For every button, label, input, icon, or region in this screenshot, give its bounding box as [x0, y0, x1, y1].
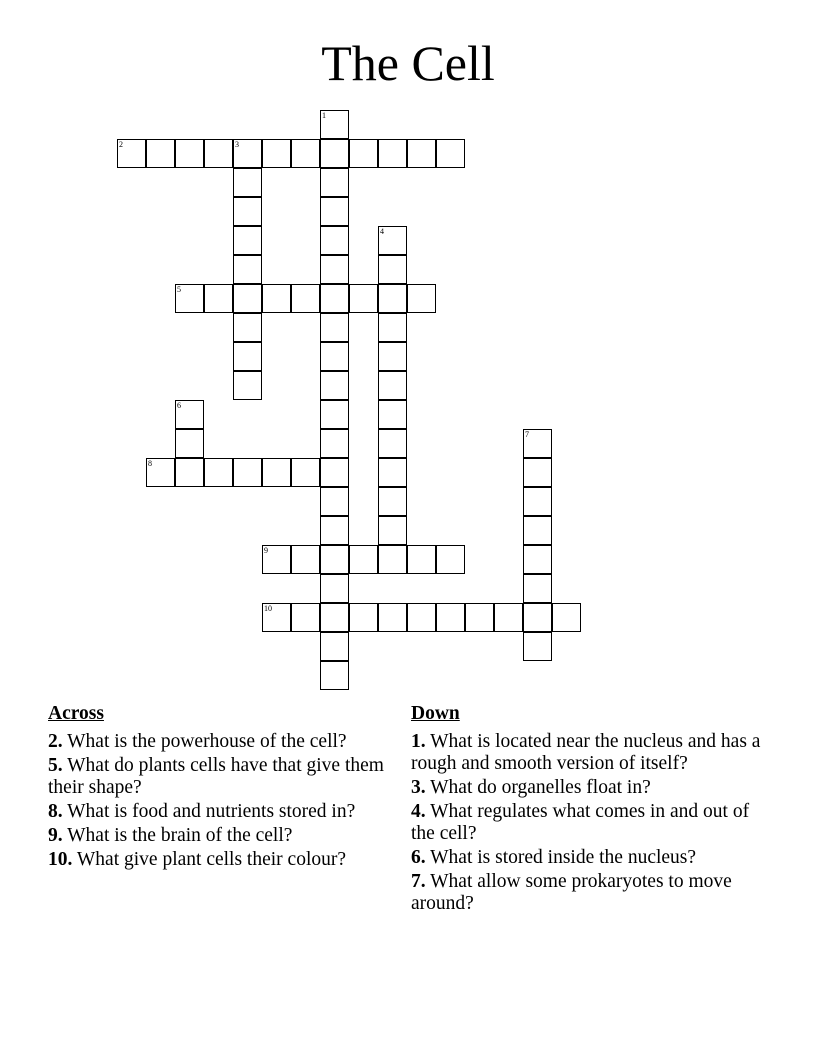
across-clue	[48, 801, 388, 823]
crossword-cell[interactable]	[233, 226, 262, 255]
crossword-cell[interactable]	[523, 545, 552, 574]
crossword-cell[interactable]	[523, 429, 552, 458]
clue-text: What is located near the nucleus and has a rough and smooth version of itself?	[411, 731, 761, 774]
crossword-cell[interactable]	[320, 632, 349, 661]
cell-number: 7	[525, 430, 529, 439]
crossword-cell[interactable]	[494, 603, 523, 632]
crossword-cell[interactable]	[378, 603, 407, 632]
across-heading: Across	[48, 703, 104, 724]
crossword-cell[interactable]	[262, 284, 291, 313]
crossword-cell[interactable]	[291, 284, 320, 313]
clue-text: What give plant cells their colour?	[76, 849, 347, 870]
cell-number: 9	[264, 546, 268, 555]
cell-number: 2	[119, 140, 123, 149]
cell-number: 1	[322, 111, 326, 120]
crossword-cell[interactable]	[523, 574, 552, 603]
crossword-cell[interactable]	[262, 139, 291, 168]
crossword-cell[interactable]	[291, 545, 320, 574]
crossword-cell[interactable]	[378, 400, 407, 429]
across-clue	[48, 849, 388, 871]
crossword-cell[interactable]	[378, 226, 407, 255]
crossword-cell[interactable]	[407, 139, 436, 168]
crossword-cell[interactable]	[320, 226, 349, 255]
crossword-cell[interactable]	[117, 139, 146, 168]
down-clue	[411, 801, 771, 845]
clue-number: 5.	[48, 755, 63, 776]
crossword-cell[interactable]	[378, 255, 407, 284]
crossword-cell[interactable]	[349, 545, 378, 574]
crossword-cell[interactable]	[465, 603, 494, 632]
crossword-cell[interactable]	[378, 371, 407, 400]
crossword-cell[interactable]	[233, 197, 262, 226]
clue-text: What regulates what comes in and out of the cell?	[411, 801, 750, 844]
crossword-cell[interactable]	[320, 603, 349, 632]
crossword-cell[interactable]	[378, 342, 407, 371]
down-clue	[411, 731, 771, 775]
crossword-cell[interactable]	[233, 284, 262, 313]
crossword-cell[interactable]	[233, 255, 262, 284]
crossword-cell[interactable]	[291, 603, 320, 632]
clue-text: What do plants cells have that give them their shape?	[48, 755, 384, 798]
down-clue	[411, 777, 771, 799]
crossword-cell[interactable]	[320, 284, 349, 313]
across-clue	[48, 731, 388, 753]
crossword-cell[interactable]	[233, 458, 262, 487]
crossword-cell[interactable]	[320, 313, 349, 342]
clue-number: 2.	[48, 731, 63, 752]
clue-number: 9.	[48, 825, 63, 846]
crossword-cell[interactable]	[233, 139, 262, 168]
crossword-cell[interactable]	[262, 458, 291, 487]
clue-number: 3.	[411, 777, 426, 798]
crossword-cell[interactable]	[233, 371, 262, 400]
down-clues	[411, 703, 771, 917]
crossword-cell[interactable]	[320, 574, 349, 603]
crossword-cell[interactable]	[204, 458, 233, 487]
cell-number: 10	[264, 604, 272, 613]
crossword-cell[interactable]	[320, 400, 349, 429]
crossword-cell[interactable]	[378, 487, 407, 516]
crossword-cell[interactable]	[175, 139, 204, 168]
crossword-cell[interactable]	[233, 168, 262, 197]
crossword-cell[interactable]	[378, 545, 407, 574]
crossword-cell[interactable]	[291, 458, 320, 487]
down-clue	[411, 871, 771, 915]
crossword-cell[interactable]	[320, 516, 349, 545]
clue-number: 6.	[411, 847, 426, 868]
crossword-cell[interactable]	[320, 371, 349, 400]
cell-number: 6	[177, 401, 181, 410]
crossword-cell[interactable]	[320, 139, 349, 168]
crossword-cell[interactable]	[146, 458, 175, 487]
crossword-cell[interactable]	[175, 429, 204, 458]
crossword-cell[interactable]	[436, 139, 465, 168]
crossword-cell[interactable]	[523, 632, 552, 661]
crossword-cell[interactable]	[407, 545, 436, 574]
crossword-cell[interactable]	[320, 342, 349, 371]
crossword-cell[interactable]	[407, 284, 436, 313]
crossword-cell[interactable]	[523, 487, 552, 516]
crossword-cell[interactable]	[523, 603, 552, 632]
clue-text: What is stored inside the nucleus?	[430, 847, 697, 868]
clue-number: 4.	[411, 801, 426, 822]
crossword-cell[interactable]	[436, 603, 465, 632]
crossword-cell[interactable]	[233, 342, 262, 371]
crossword-cell[interactable]	[204, 284, 233, 313]
down-clue	[411, 847, 771, 869]
crossword-cell[interactable]	[523, 458, 552, 487]
crossword-cell[interactable]	[349, 284, 378, 313]
crossword-cell[interactable]	[233, 313, 262, 342]
crossword-cell[interactable]	[175, 400, 204, 429]
clue-number: 1.	[411, 731, 426, 752]
crossword-cell[interactable]	[320, 255, 349, 284]
crossword-cell[interactable]	[349, 139, 378, 168]
crossword-cell[interactable]	[291, 139, 320, 168]
clue-number: 10.	[48, 849, 73, 870]
crossword-cell[interactable]	[320, 458, 349, 487]
crossword-cell[interactable]	[552, 603, 581, 632]
cell-number: 4	[380, 227, 384, 236]
across-clue	[48, 755, 388, 799]
clue-text: What do organelles float in?	[430, 777, 651, 798]
crossword-cell[interactable]	[378, 429, 407, 458]
crossword-cell[interactable]	[146, 139, 175, 168]
cell-number: 5	[177, 285, 181, 294]
crossword-cell[interactable]	[378, 313, 407, 342]
crossword-cell[interactable]	[204, 139, 233, 168]
crossword-cell[interactable]	[349, 603, 378, 632]
clue-text: What allow some prokaryotes to move around?	[411, 871, 732, 914]
cell-number: 3	[235, 140, 239, 149]
crossword-cell[interactable]	[175, 284, 204, 313]
crossword-cell[interactable]	[320, 197, 349, 226]
crossword-cell[interactable]	[175, 458, 204, 487]
crossword-cell[interactable]	[320, 168, 349, 197]
clue-number: 8.	[48, 801, 63, 822]
clue-text: What is the brain of the cell?	[67, 825, 293, 846]
crossword-cell[interactable]	[320, 429, 349, 458]
cell-number: 8	[148, 459, 152, 468]
crossword-cell[interactable]	[407, 603, 436, 632]
crossword-cell[interactable]	[378, 284, 407, 313]
crossword-cell[interactable]	[378, 458, 407, 487]
page-title: The Cell	[321, 35, 495, 91]
crossword-cell[interactable]	[378, 516, 407, 545]
crossword-cell[interactable]	[523, 516, 552, 545]
clue-number: 7.	[411, 871, 426, 892]
crossword-cell[interactable]	[436, 545, 465, 574]
clue-text: What is the powerhouse of the cell?	[67, 731, 347, 752]
crossword-cell[interactable]	[320, 545, 349, 574]
crossword-cell[interactable]	[378, 139, 407, 168]
across-clues	[48, 703, 388, 873]
crossword-cell[interactable]	[262, 545, 291, 574]
crossword-cell[interactable]	[320, 487, 349, 516]
across-clue	[48, 825, 388, 847]
crossword-cell[interactable]	[262, 603, 291, 632]
clue-text: What is food and nutrients stored in?	[67, 801, 356, 822]
crossword-cell[interactable]	[320, 110, 349, 139]
crossword-cell[interactable]	[320, 661, 349, 690]
down-heading: Down	[411, 703, 460, 724]
